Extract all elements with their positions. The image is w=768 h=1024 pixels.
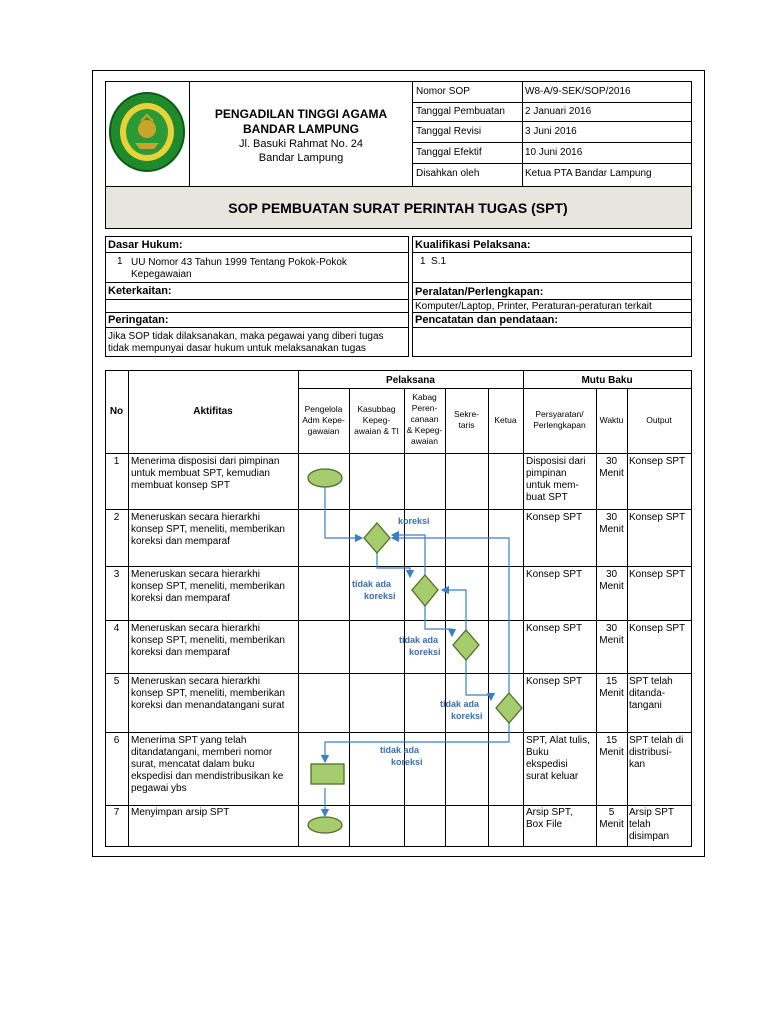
row-output: Arsip SPT telah disimpan [629,807,675,842]
decision-diamond-sekretaris [453,630,479,660]
process-box-shape [311,764,344,784]
row-time: 30 Menit [599,623,624,646]
pencatatan-label: Pencatatan dan pendataan: [415,314,559,326]
row-requirement: Konsep SPT [526,676,583,687]
col-pengelola-header: Pengelola Adm Kepe- gawaian [302,404,345,436]
row-activity: Meneruskan secara hierarkhi konsep SPT, meneliti, memberikan koreksi dan menandatangani surat [131,676,285,711]
org-name-line1: PENGADILAN TINGGI AGAMA [214,107,388,121]
col-output-header: Output [646,415,672,425]
row-activity: Meneruskan secara hierarkhi konsep SPT, meneliti, memberikan koreksi dan memparaf [131,569,285,604]
row-time: 30 Menit [599,456,624,479]
col-no-header: No [109,406,124,417]
row-requirement: SPT, Alat tulis, Buku ekspedisi surat keluar [526,735,590,782]
flow-label-koreksi: koreksi [391,757,423,767]
row-no: 6 [113,735,120,746]
row-activity: Meneruskan secara hierarkhi konsep SPT, meneliti, memberikan koreksi dan memparaf [131,623,285,658]
court-logo-icon [108,91,186,173]
flow-label-tidak-ada: tidak ada [380,745,420,755]
meta-label: Tanggal Revisi [416,126,482,137]
row-no: 2 [113,512,120,523]
org-name-line2: BANDAR LAMPUNG [243,122,359,136]
row-no: 1 [113,456,120,467]
row-activity: Menerima disposisi dari pimpinan untuk membuat SPT, kemudian membuat konsep SPT [131,456,280,491]
meta-label: Tanggal Pembuatan [416,106,505,117]
row-time: 5 Menit [599,807,624,830]
meta-value: W8-A/9-SEK/SOP/2016 [525,86,631,97]
flow-label-koreksi: koreksi [398,516,430,526]
flow-label-koreksi: koreksi [451,711,483,721]
col-ketua-header: Ketua [494,415,517,425]
kualifikasi-no: 1 [420,256,426,267]
decision-diamond-kabag [412,575,438,606]
page-title: SOP PEMBUATAN SURAT PERINTAH TUGAS (SPT) [228,200,568,216]
dasar-hukum-no: 1 [117,256,123,267]
flow-label-tidak-ada: tidak ada [399,635,439,645]
dasar-hukum-text: Kepegawaian [131,269,192,280]
row-activity: Menerima SPT yang telah ditandatangani, memberi nomor surat, mencatat dalam buku ekspedisi dan mendistribusikan ke pegawai ybs [131,735,284,794]
row-time: 15 Menit [599,676,624,699]
meta-label: Nomor SOP [416,86,470,97]
end-terminator-shape [308,817,342,833]
org-address-line1: Jl. Basuki Rahmat No. 24 [238,138,364,150]
flow-label-koreksi: koreksi [409,647,441,657]
col-persyaratan-header: Persyaratan/ Perlengkapan [533,409,586,430]
row-activity: Meneruskan secara hierarkhi konsep SPT, meneliti, memberikan koreksi dan memparaf [131,512,285,547]
row-time: 30 Menit [599,512,624,535]
col-kabag-header: Kabag Peren- canaan & Kepeg- awaian [406,392,443,446]
row-output: Konsep SPT [629,456,686,467]
meta-value: 3 Juni 2016 [525,126,577,137]
start-terminator-shape [308,469,342,487]
row-output: Konsep SPT [629,512,686,523]
row-time: 15 Menit [599,735,624,758]
mutu-baku-header: Mutu Baku [581,375,633,386]
flow-label-tidak-ada: tidak ada [440,699,480,709]
meta-value: 10 Juni 2016 [525,147,583,158]
row-no: 7 [113,807,120,818]
meta-value: 2 Januari 2016 [525,106,592,117]
row-requirement: Konsep SPT [526,512,583,523]
col-sekretaris-header: Sekre- taris [453,409,480,430]
meta-label: Disahkan oleh [416,168,480,179]
peringatan-text: Jika SOP tidak dilaksanakan, maka pegawai yang diberi tugas [108,331,384,342]
col-kasubbag-header: Kasubbag Kepeg- awaian & TI [354,404,399,436]
row-no: 3 [113,569,120,580]
peringatan-label: Peringatan: [108,314,169,326]
row-output: Konsep SPT [629,623,686,634]
org-address-line2: Bandar Lampung [258,152,344,164]
row-requirement: Konsep SPT [526,569,583,580]
meta-label: Tanggal Efektif [416,147,482,158]
row-activity: Menyimpan arsip SPT [131,807,230,818]
kualifikasi-text: S.1 [431,256,447,267]
row-requirement: Konsep SPT [526,623,583,634]
flow-label-koreksi: koreksi [364,591,396,601]
row-requirement: Disposisi dari pimpinan untuk mem- buat SPT [526,456,586,503]
row-no: 4 [113,623,120,634]
row-time: 30 Menit [599,569,624,592]
dasar-hukum-label: Dasar Hukum: [108,239,183,251]
peringatan-text: tidak mempunyai dasar hukum untuk melaksanakan tugas [108,343,366,354]
flow-label-tidak-ada: tidak ada [352,579,392,589]
row-output: Konsep SPT [629,569,686,580]
decision-diamond-ketua [496,693,522,723]
decision-diamond-kasubbag [364,523,390,553]
pelaksana-header: Pelaksana [386,375,435,386]
row-output: SPT telah di distribusi- kan [629,735,684,770]
row-requirement: Arsip SPT, Box File [526,807,573,830]
row-no: 5 [113,676,120,687]
peralatan-label: Peralatan/Perlengkapan: [415,286,544,298]
peralatan-text: Komputer/Laptop, Printer, Peraturan-peraturan terkait [415,301,652,312]
row-output: SPT telah ditanda- tangani [629,676,673,711]
col-aktifitas-header: Aktifitas [193,406,233,417]
col-waktu-header: Waktu [599,415,624,425]
keterkaitan-label: Keterkaitan: [108,285,172,297]
meta-value: Ketua PTA Bandar Lampung [525,168,652,179]
dasar-hukum-text: UU Nomor 43 Tahun 1999 Tentang Pokok-Pokok [131,257,347,268]
kualifikasi-label: Kualifikasi Pelaksana: [415,239,531,251]
